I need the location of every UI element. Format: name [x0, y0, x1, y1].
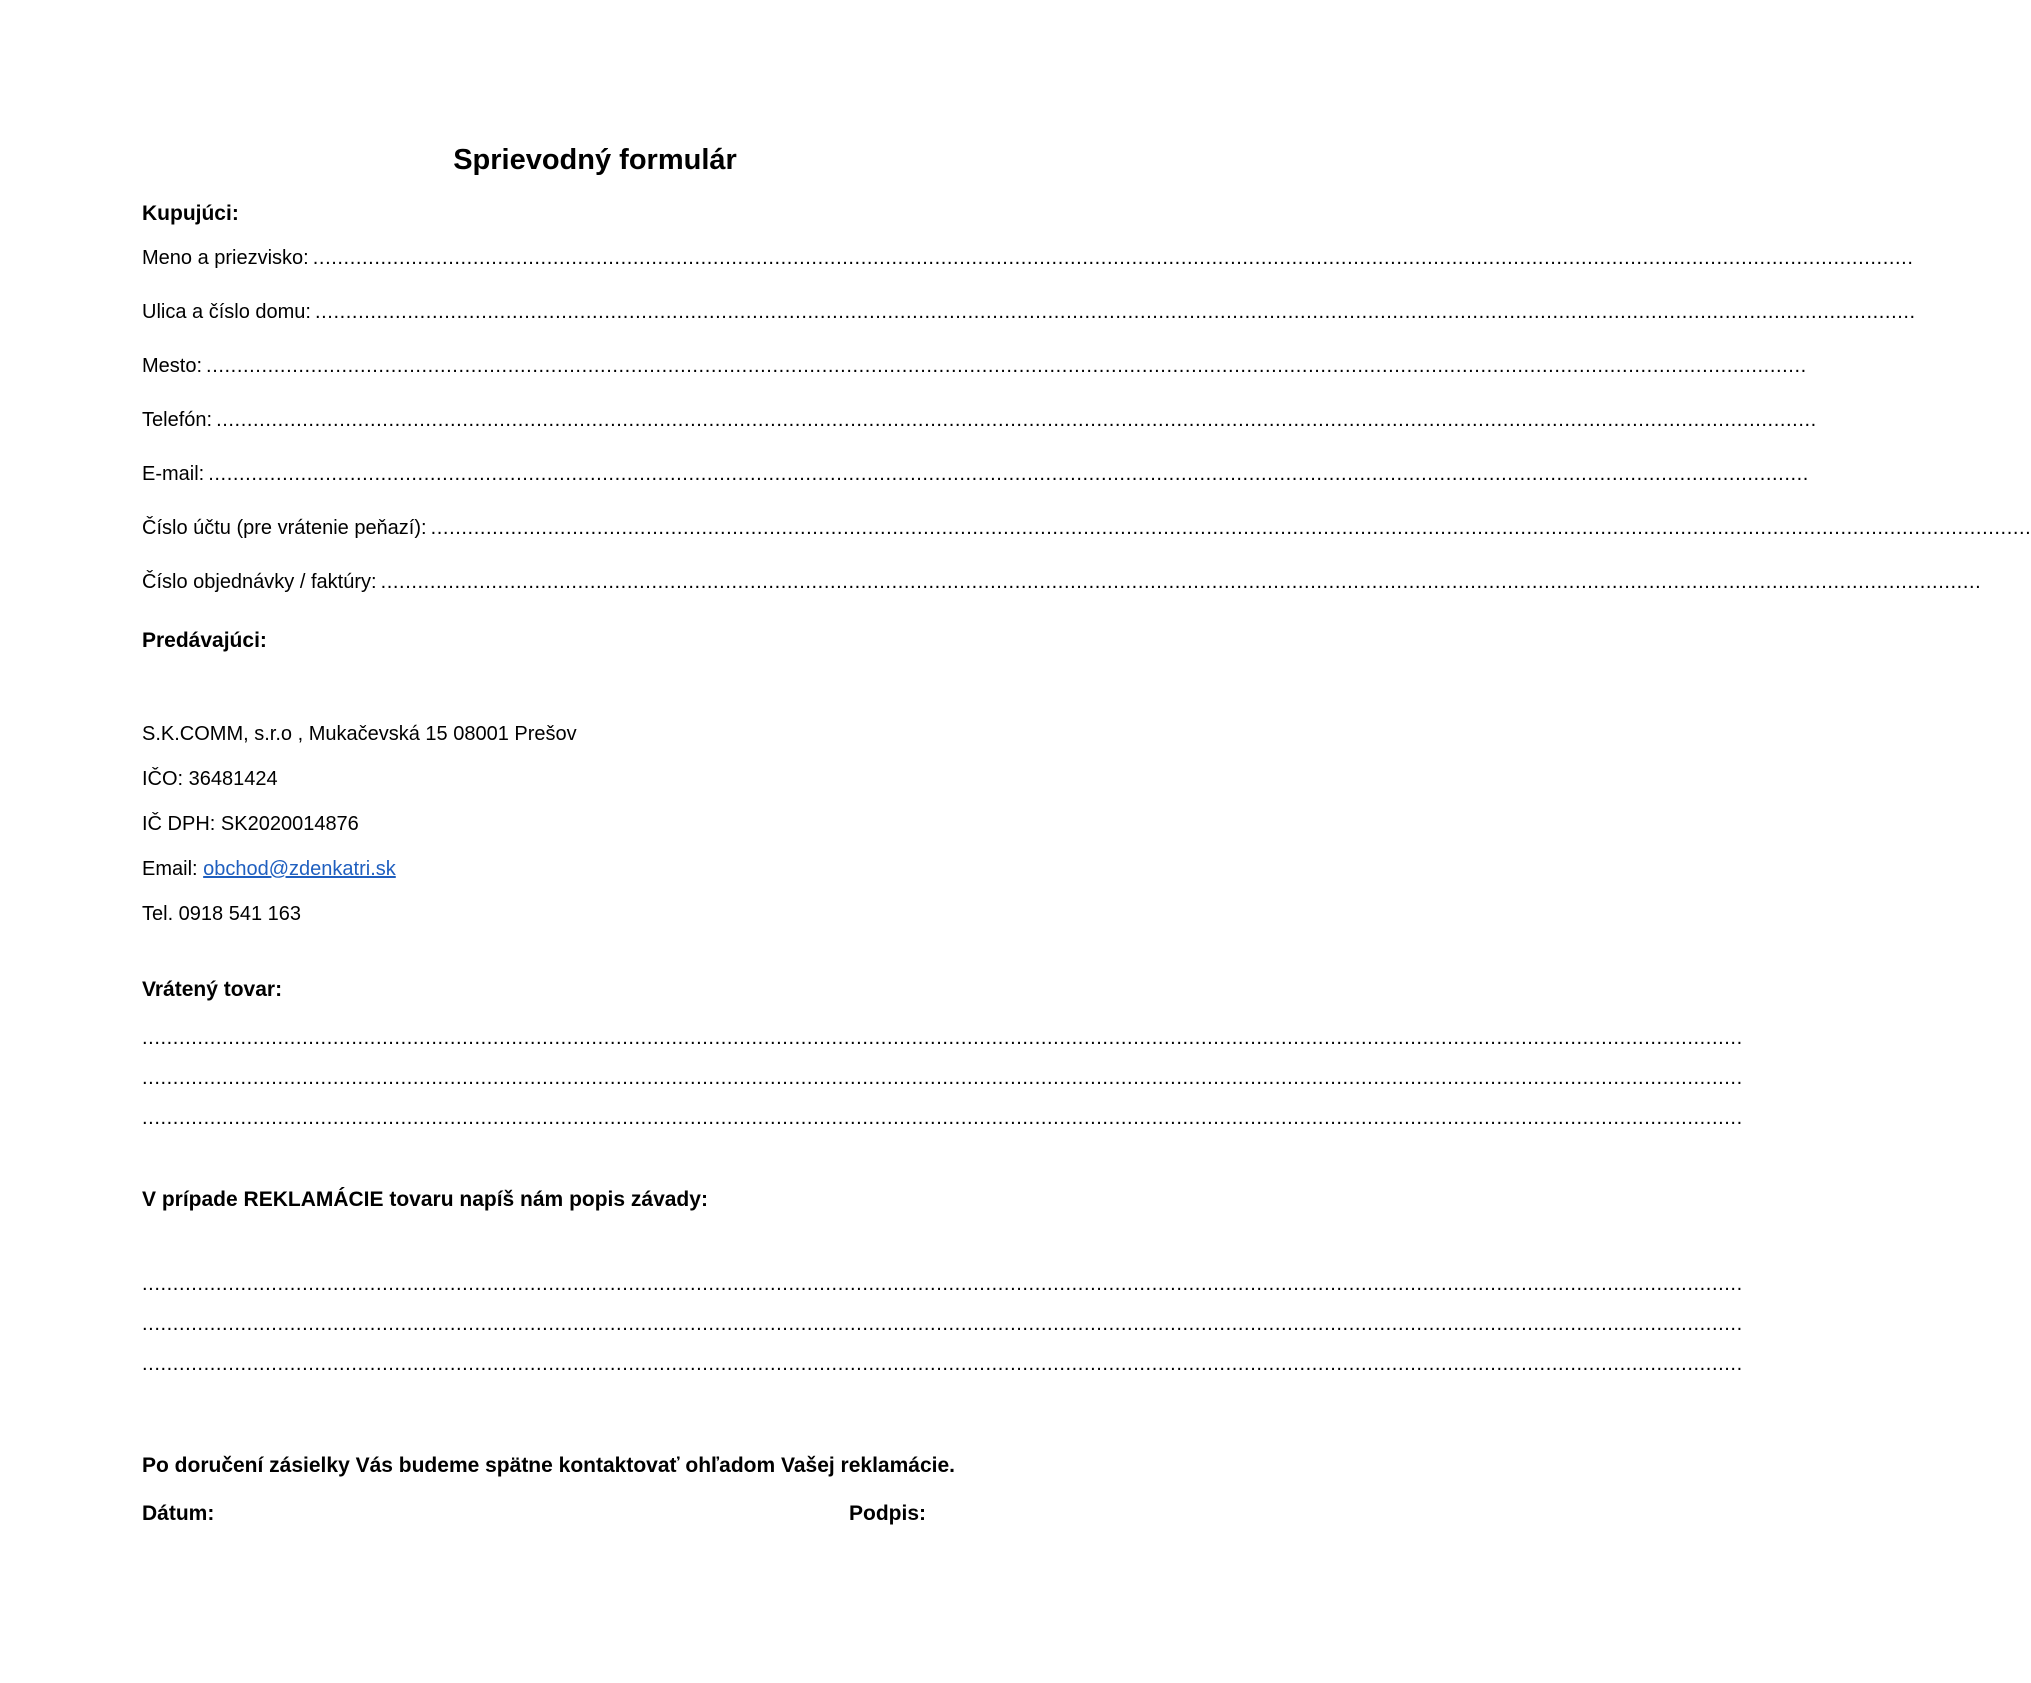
dotted-fill-line[interactable]: ....................................................................................................................................................................................................................................................................	[206, 355, 1807, 377]
returned-goods-line[interactable]: ....................................................................................................................................................................................................................................................................	[142, 1107, 1743, 1129]
seller-company: S.K.COMM, s.r.o , Mukačevská 15 08001 Prešov	[142, 723, 577, 745]
complaint-description-line[interactable]: ....................................................................................................................................................................................................................................................................	[142, 1273, 1743, 1295]
seller-email-label: Email:	[142, 858, 198, 880]
seller-email-line	[142, 855, 396, 883]
buyer-order-field[interactable]	[142, 568, 1982, 596]
seller-email-link[interactable]: obchod@zdenkatri.sk	[203, 858, 396, 880]
buyer-email-field[interactable]	[142, 460, 1809, 488]
dotted-fill-line[interactable]: ....................................................................................................................................................................................................................................................................	[216, 409, 1817, 431]
returned-goods-line[interactable]: ....................................................................................................................................................................................................................................................................	[142, 1067, 1743, 1089]
buyer-phone-field[interactable]	[142, 406, 1817, 434]
seller-heading: Predávajúci:	[142, 629, 267, 652]
complaint-description-line[interactable]: ....................................................................................................................................................................................................................................................................	[142, 1313, 1743, 1335]
field-label: Číslo objednávky / faktúry:	[142, 571, 377, 593]
buyer-city-field[interactable]	[142, 352, 1807, 380]
dotted-fill-line[interactable]: ....................................................................................................................................................................................................................................................................	[430, 517, 2031, 539]
page-title: Sprievodný formulár	[453, 144, 737, 176]
complaint-description-line[interactable]: ....................................................................................................................................................................................................................................................................	[142, 1353, 1743, 1375]
contact-note: Po doručení zásielky Vás budeme spätne kontaktovať ohľadom Vašej reklamácie.	[142, 1454, 955, 1477]
dotted-fill-line[interactable]: ....................................................................................................................................................................................................................................................................	[208, 463, 1809, 485]
field-label: Telefón:	[142, 409, 213, 431]
signature-label: Podpis:	[849, 1502, 926, 1525]
dotted-fill-line[interactable]: ....................................................................................................................................................................................................................................................................	[314, 301, 1916, 323]
returned-goods-heading: Vrátený tovar:	[142, 978, 283, 1001]
date-label: Dátum:	[142, 1502, 215, 1525]
buyer-heading: Kupujúci:	[142, 202, 239, 225]
seller-ico: IČO: 36481424	[142, 768, 278, 790]
field-label: E-mail:	[142, 463, 205, 485]
buyer-street-field[interactable]	[142, 298, 1916, 326]
seller-phone: Tel. 0918 541 163	[142, 903, 302, 925]
dotted-fill-line[interactable]: ....................................................................................................................................................................................................................................................................	[312, 247, 1914, 269]
returned-goods-line[interactable]: ....................................................................................................................................................................................................................................................................	[142, 1027, 1743, 1049]
field-label: Číslo účtu (pre vrátenie peňazí):	[142, 517, 427, 539]
complaint-heading: V prípade REKLAMÁCIE tovaru napíš nám popis závady:	[142, 1188, 708, 1211]
field-label: Ulica a číslo domu:	[142, 301, 311, 323]
dotted-fill-line[interactable]: ....................................................................................................................................................................................................................................................................	[380, 571, 1982, 593]
buyer-name-field[interactable]	[142, 244, 1914, 272]
buyer-account-field[interactable]	[142, 514, 2031, 542]
seller-dic: IČ DPH: SK2020014876	[142, 813, 359, 835]
field-label: Meno a priezvisko:	[142, 247, 309, 269]
field-label: Mesto:	[142, 355, 203, 377]
